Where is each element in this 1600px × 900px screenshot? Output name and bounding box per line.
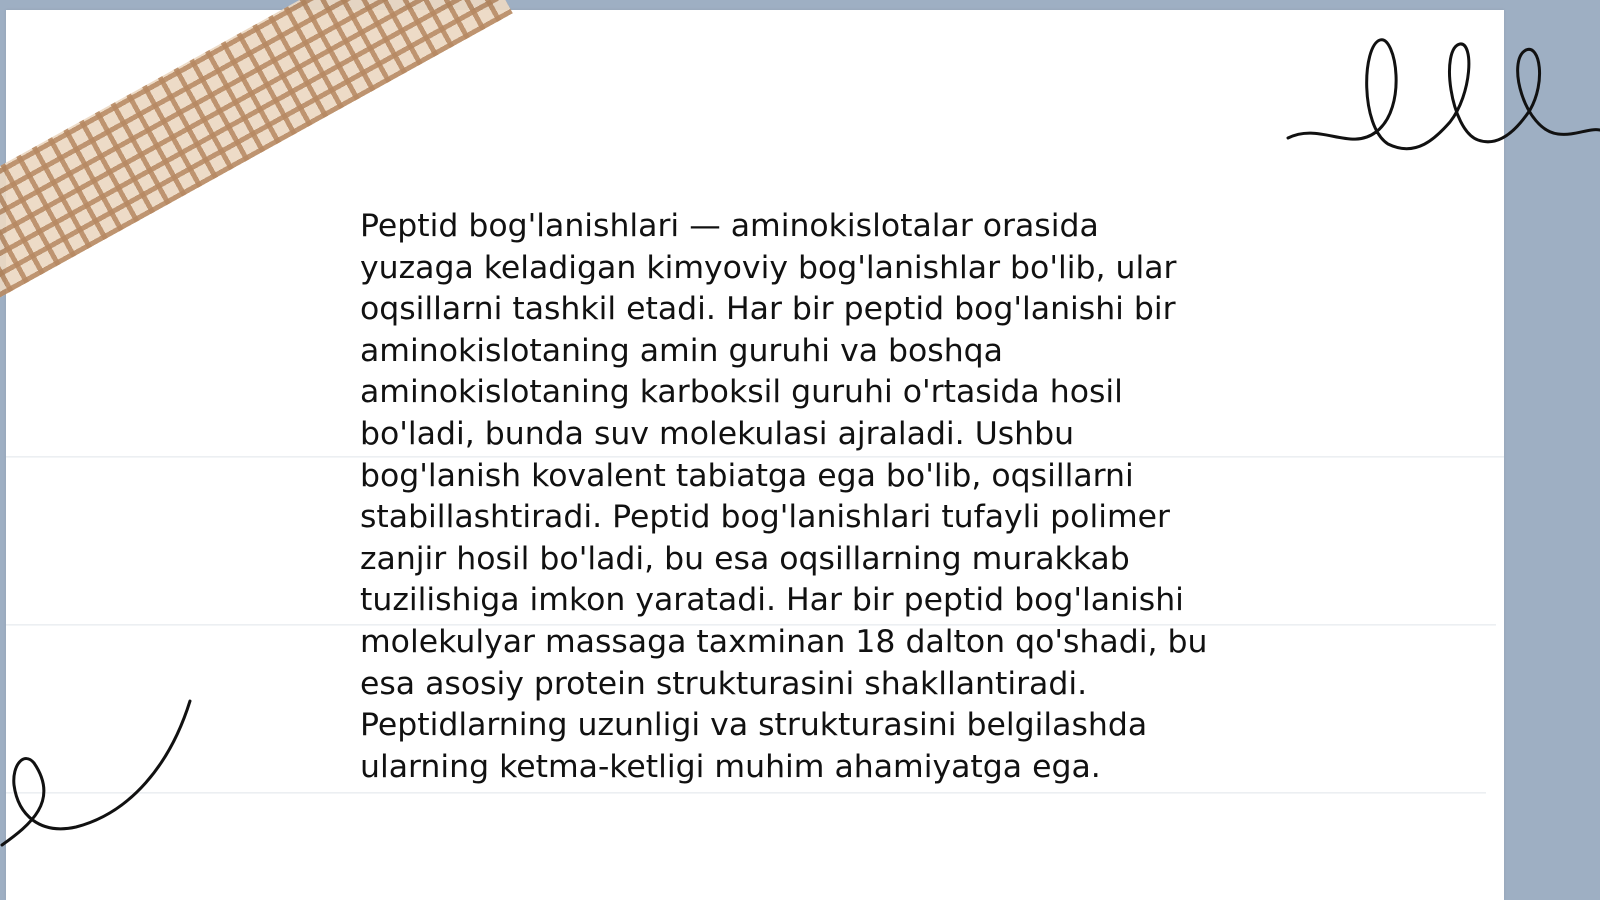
- body-text: Peptid bog'lanishlari — aminokislotalar orasida yuzaga keladigan kimyoviy bog'lanishlar bo'lib, ular oqsillarni tashkil etadi. Har bir peptid bog'lanishi bir aminokislotaning amin guruhi va boshqa aminokislotaning karboksil guruhi o'rtasida hosil bo'ladi, bunda suv molekulasi ajraladi. Ushbu bog'lanish kovalent tabiatga ega bo'lib, oqsillarni stabillashtiradi. Peptid bog'lanishlari tufayli polimer zanjir hosil bo'ladi, bu esa oqsillarning murakkab tuzilishiga imkon yaratadi. Har bir peptid bog'lanishi molekulyar massaga taxminan 18 dalton qo'shadi, bu esa asosiy protein strukturasini shakllantiradi. Peptidlarning uzunligi va strukturasini belgilashda ularning ketma-ketligi muhim ahamiyatga ega.: [360, 208, 1208, 785]
- fold-line: [6, 792, 1486, 794]
- loop-squiggle-icon: [1280, 30, 1600, 170]
- swoosh-doodle-icon: [0, 695, 200, 855]
